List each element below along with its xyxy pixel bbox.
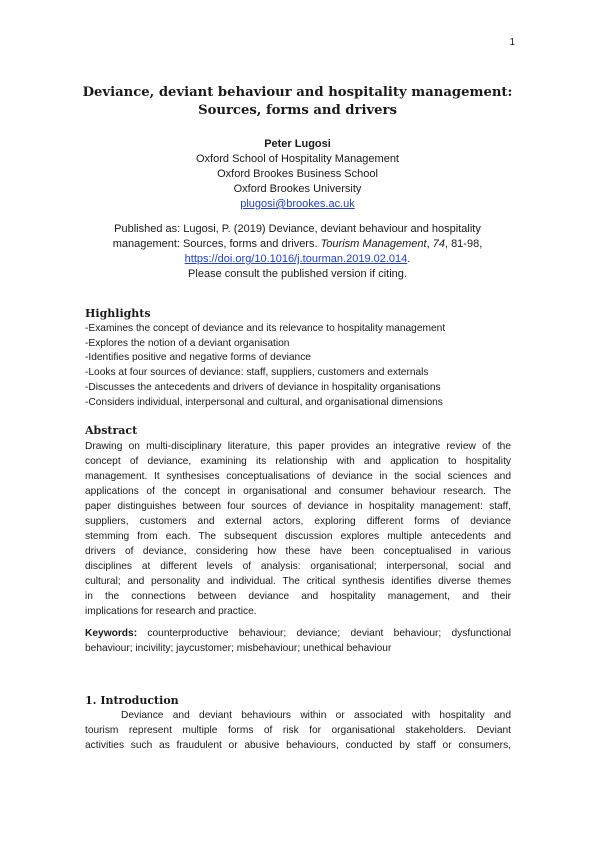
abstract-line: applications of the concept in organisational and consumer behaviour research. The xyxy=(85,486,511,497)
citation-pages: , 81-98, xyxy=(444,238,483,250)
keywords-text: counterproductive behaviour; deviance; deviant behaviour; dysfunctional xyxy=(137,628,511,639)
keywords-block xyxy=(85,626,511,656)
highlight-item: -Discusses the antecedents and drivers of deviance in hospitality organisations xyxy=(85,381,441,393)
affiliation-3: Oxford Brookes University xyxy=(233,183,362,195)
intro-line: Deviance and deviant behaviours within or associated with hospitality and xyxy=(121,710,511,721)
title-line-2: Sources, forms and drivers xyxy=(198,103,397,118)
publication-line-1: Published as: Lugosi, P. (2019) Deviance, deviant behaviour and hospitality xyxy=(114,223,481,235)
abstract-line: suppliers, customers and external actors, exploring different forms of deviance xyxy=(85,516,511,527)
highlight-item: -Identifies positive and negative forms of deviance xyxy=(85,352,311,364)
title-line-1: Deviance, deviant behaviour and hospitality management: xyxy=(82,85,513,100)
author-name: Peter Lugosi xyxy=(264,138,331,150)
abstract-line: Drawing on multi-disciplinary literature, this paper provides an integrative review of the xyxy=(85,441,511,452)
author-block xyxy=(60,137,535,212)
publication-line-4: Please consult the published version if citing. xyxy=(188,268,407,280)
abstract-line: in the connections between deviance and hospitality management, and their xyxy=(85,591,511,602)
intro-line: tourism represent multiple forms of risk for organisational stakeholders. Deviant xyxy=(85,725,511,736)
affiliation-1: Oxford School of Hospitality Management xyxy=(196,153,399,165)
keywords-line-2: behaviour; incivility; jaycustomer; misbehaviour; unethical behaviour xyxy=(85,643,392,654)
citation-text: management: Sources, forms and drivers. xyxy=(112,238,321,250)
abstract-body xyxy=(85,439,511,619)
journal-volume: 74 xyxy=(432,238,445,250)
highlights-list xyxy=(85,322,525,410)
journal-name: Tourism Management xyxy=(320,238,427,250)
page-number: 1 xyxy=(509,37,515,48)
doi-link[interactable]: https://doi.org/10.1016/j.tourman.2019.02.014 xyxy=(184,253,408,265)
abstract-line: paper distinguishes between four sources of deviance in hospitality management: staff, xyxy=(85,501,511,512)
citation-sep: , xyxy=(426,238,433,250)
introduction-body xyxy=(85,708,511,753)
publication-line-2 xyxy=(60,237,535,252)
paper-title xyxy=(60,84,535,120)
keywords-line-1 xyxy=(85,626,511,641)
highlight-item: -Looks at four sources of deviance: staff, suppliers, customers and externals xyxy=(85,367,429,379)
abstract-line: drivers of deviance, considering how these have been conceptualised in various xyxy=(85,546,511,557)
publication-line-3 xyxy=(60,252,535,267)
highlight-item: -Examines the concept of deviance and its relevance to hospitality management xyxy=(85,323,446,334)
affiliation-2: Oxford Brookes Business School xyxy=(217,168,378,180)
abstract-line: stemming from each. The subsequent discussion explores multiple antecedents and xyxy=(85,531,511,542)
introduction-heading: 1. Introduction xyxy=(85,694,179,707)
highlight-item: -Explores the notion of a deviant organisation xyxy=(85,337,290,349)
abstract-line: concept of deviance, examining its relationship with and application to hospitality xyxy=(85,456,511,467)
highlights-heading: Highlights xyxy=(85,307,151,320)
intro-line: activities such as fraudulent or abusive behaviours, conducted by staff or consumers, xyxy=(85,740,511,751)
abstract-line: disciplines at different levels of analysis: organisational; interpersonal, social and xyxy=(85,561,511,572)
doi-suffix: . xyxy=(407,253,411,265)
publication-notice xyxy=(60,222,535,282)
abstract-line: implications for research and practice. xyxy=(85,606,257,617)
author-email-link[interactable]: plugosi@brookes.ac.uk xyxy=(240,198,355,210)
keywords-label: Keywords: xyxy=(85,628,138,639)
abstract-line: management. It synthesises conceptualisations of deviance in the social sciences and xyxy=(85,471,511,482)
abstract-heading: Abstract xyxy=(85,424,138,437)
abstract-line: cultural; and personality and individual. The critical synthesis identifies diverse themes xyxy=(85,576,511,587)
highlight-item: -Considers individual, interpersonal and cultural, and organisational dimensions xyxy=(85,396,443,408)
